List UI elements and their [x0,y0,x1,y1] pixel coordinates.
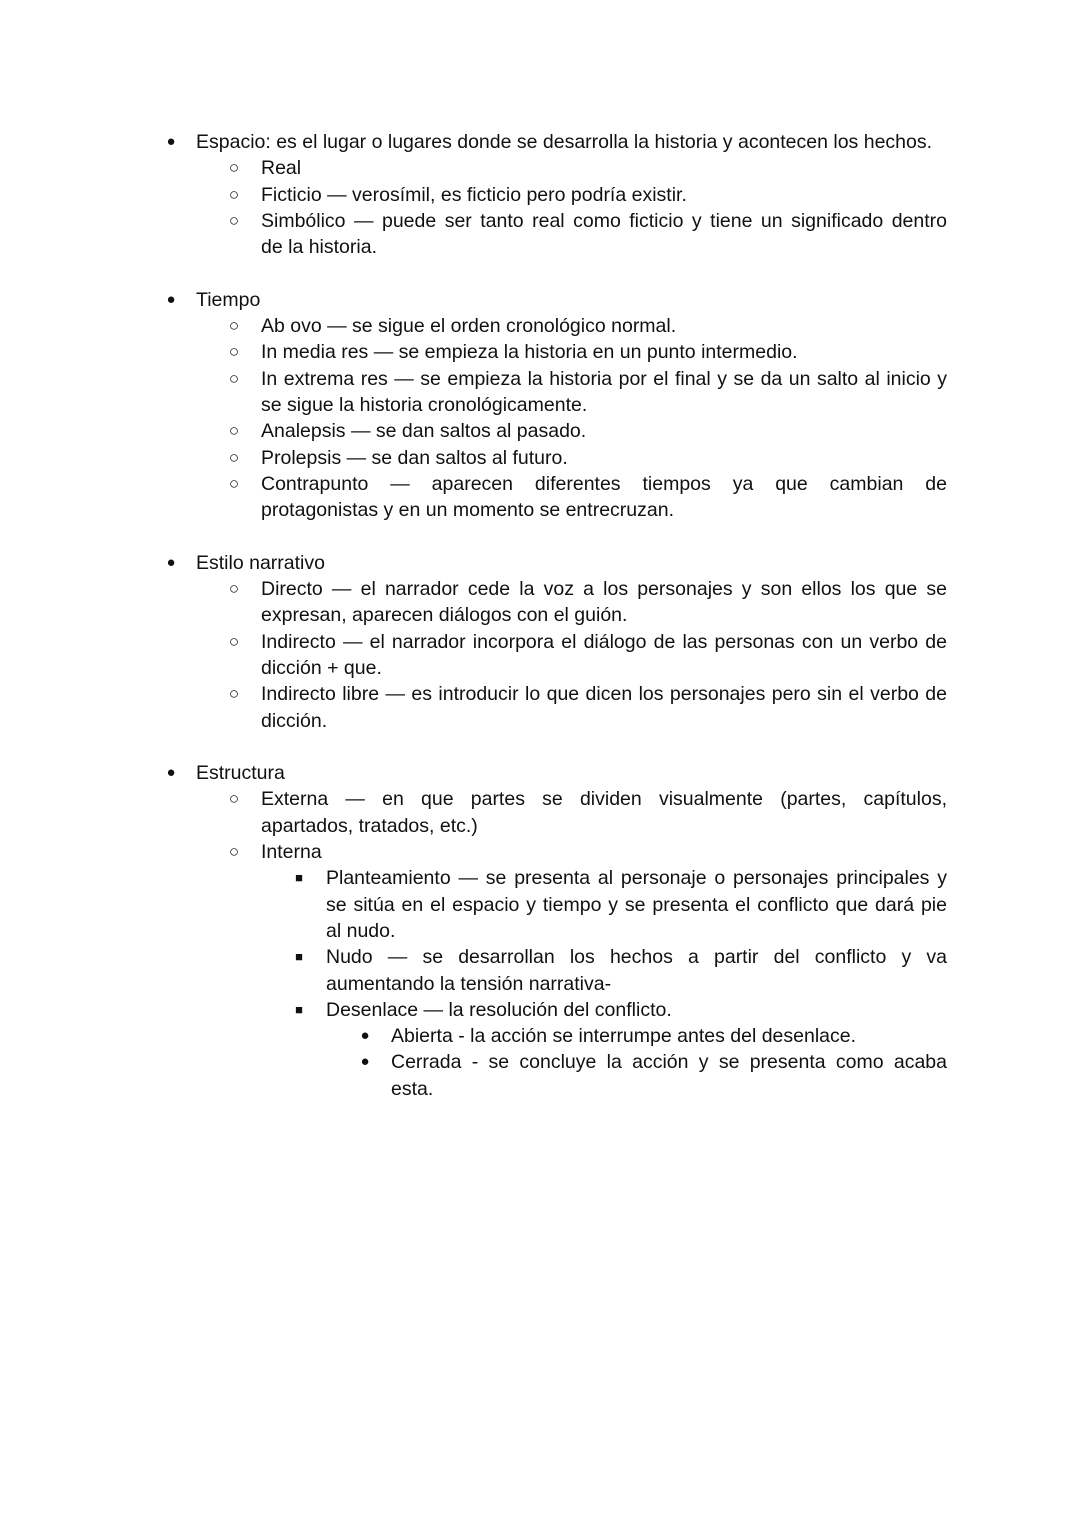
list-item-abierta [0,1023,1080,1049]
hollow-bullet-icon: ○ [228,421,240,441]
list-item-estilo [0,550,1080,576]
item-text: apartados, tratados, etc.) [261,814,478,837]
list-item-espacio [0,129,1080,155]
estructura-heading: Estructura [196,762,285,785]
item-text: Simbólico — puede ser tanto real como ficticio y tiene un significado dentro [261,209,947,232]
item-text: se sigue la historia cronológicamente. [261,393,588,416]
item-text: se sitúa en el espacio y tiempo y se presenta el conflicto que dará pie [326,893,947,916]
item-text: dicción + que. [261,656,382,679]
bullet-icon: ● [166,133,176,150]
list-item-nudo [0,944,1080,970]
list-item-nudo-cont [0,971,1080,997]
bullet-icon: ● [166,290,176,308]
item-text: protagonistas y en un momento se entrecruzan. [261,499,674,522]
bullet-icon: ● [166,553,176,571]
hollow-bullet-icon: ○ [228,184,240,204]
item-text: aumentando la tensión narrativa- [326,972,612,995]
square-bullet-icon: ■ [295,870,303,886]
list-item-contrapunto-cont [0,497,1080,523]
hollow-bullet-icon: ○ [228,842,240,862]
item-text: Interna [261,841,322,864]
item-text: Cerrada - se concluye la acción y se presenta como acaba [391,1051,947,1074]
list-item-ab-ovo [0,313,1080,339]
item-text: al nudo. [326,919,396,942]
list-item-analepsis [0,418,1080,444]
item-text: esta. [391,1077,434,1100]
hollow-bullet-icon: ○ [228,631,240,651]
item-text: Ficticio — verosímil, es ficticio pero podría existir. [261,183,687,206]
list-item-indirecto-libre [0,681,1080,707]
hollow-bullet-icon: ○ [228,342,240,362]
item-text: Abierta - la acción se interrumpe antes del desenlace. [391,1025,857,1048]
square-bullet-icon: ■ [295,1001,303,1017]
tiempo-heading: Tiempo [196,288,261,311]
item-text: Planteamiento — se presenta al personaje o personajes principales y [326,867,947,890]
hollow-bullet-icon: ○ [228,579,240,599]
hollow-bullet-icon: ○ [228,473,240,493]
list-item-simbolico-cont [0,234,1080,260]
item-text: Prolepsis — se dan saltos al futuro. [261,446,568,469]
document-page [0,129,1080,1102]
bullet-icon: ● [360,1027,370,1045]
list-item-in-media-res [0,339,1080,365]
bullet-icon: ● [166,764,176,782]
list-item-in-extrema-res-cont [0,392,1080,418]
list-item-indirecto-cont [0,655,1080,681]
list-item-tiempo [0,287,1080,313]
list-item-externa-cont [0,813,1080,839]
item-text: Indirecto — el narrador incorpora el diálogo de las personas con un verbo de [261,630,947,653]
list-item-simbolico [0,208,1080,234]
spacer [0,734,1080,760]
hollow-bullet-icon: ○ [228,158,240,178]
list-item-indirecto [0,629,1080,655]
item-text: In extrema res — se empieza la historia por el final y se da un salto al inicio y [261,367,947,390]
hollow-bullet-icon: ○ [228,368,240,388]
item-text: de la historia. [261,236,377,259]
item-text: Directo — el narrador cede la voz a los personajes y son ellos los que se [261,578,947,601]
bullet-icon: ● [360,1053,370,1071]
item-text: Nudo — se desarrollan los hechos a partir del conflicto y va [326,946,947,969]
square-bullet-icon: ■ [295,949,303,965]
espacio-heading: Espacio: es el lugar o lugares donde se desarrolla la historia y acontecen los hechos. [196,131,933,153]
hollow-bullet-icon: ○ [228,684,240,704]
list-item-contrapunto [0,471,1080,497]
item-text: Indirecto libre — es introducir lo que dicen los personajes pero sin el verbo de [261,683,947,706]
spacer [0,523,1080,549]
list-item-cerrada [0,1049,1080,1075]
hollow-bullet-icon: ○ [228,316,240,336]
list-item-in-extrema-res [0,366,1080,392]
hollow-bullet-icon: ○ [228,789,240,809]
item-text: Analepsis — se dan saltos al pasado. [261,420,587,443]
spacer [0,260,1080,286]
item-text: Real [261,157,302,180]
item-text: dicción. [261,709,328,732]
list-item-directo [0,576,1080,602]
list-item-directo-cont [0,602,1080,628]
list-item-desenlace [0,997,1080,1023]
list-item-ficticio [0,182,1080,208]
list-item-planteamiento-cont [0,892,1080,918]
list-item-interna [0,839,1080,865]
estilo-heading: Estilo narrativo [196,551,325,574]
list-item-planteamiento [0,865,1080,891]
item-text: In media res — se empieza la historia en un punto intermedio. [261,341,798,364]
item-text: Contrapunto — aparecen diferentes tiempos ya que cambian de [261,472,947,495]
list-item-estructura [0,760,1080,786]
list-item-externa [0,786,1080,812]
item-text: Externa — en que partes se dividen visualmente (partes, capítulos, [261,788,947,811]
item-text: Desenlace — la resolución del conflicto. [326,998,672,1021]
list-item-cerrada-cont [0,1076,1080,1102]
item-text: expresan, aparecen diálogos con el guión. [261,604,628,627]
hollow-bullet-icon: ○ [228,447,240,467]
list-item-planteamiento-cont [0,918,1080,944]
hollow-bullet-icon: ○ [228,210,240,230]
list-item-indirecto-libre-cont [0,708,1080,734]
list-item-prolepsis [0,445,1080,471]
list-item-real [0,155,1080,181]
item-text: Ab ovo — se sigue el orden cronológico normal. [261,315,677,338]
